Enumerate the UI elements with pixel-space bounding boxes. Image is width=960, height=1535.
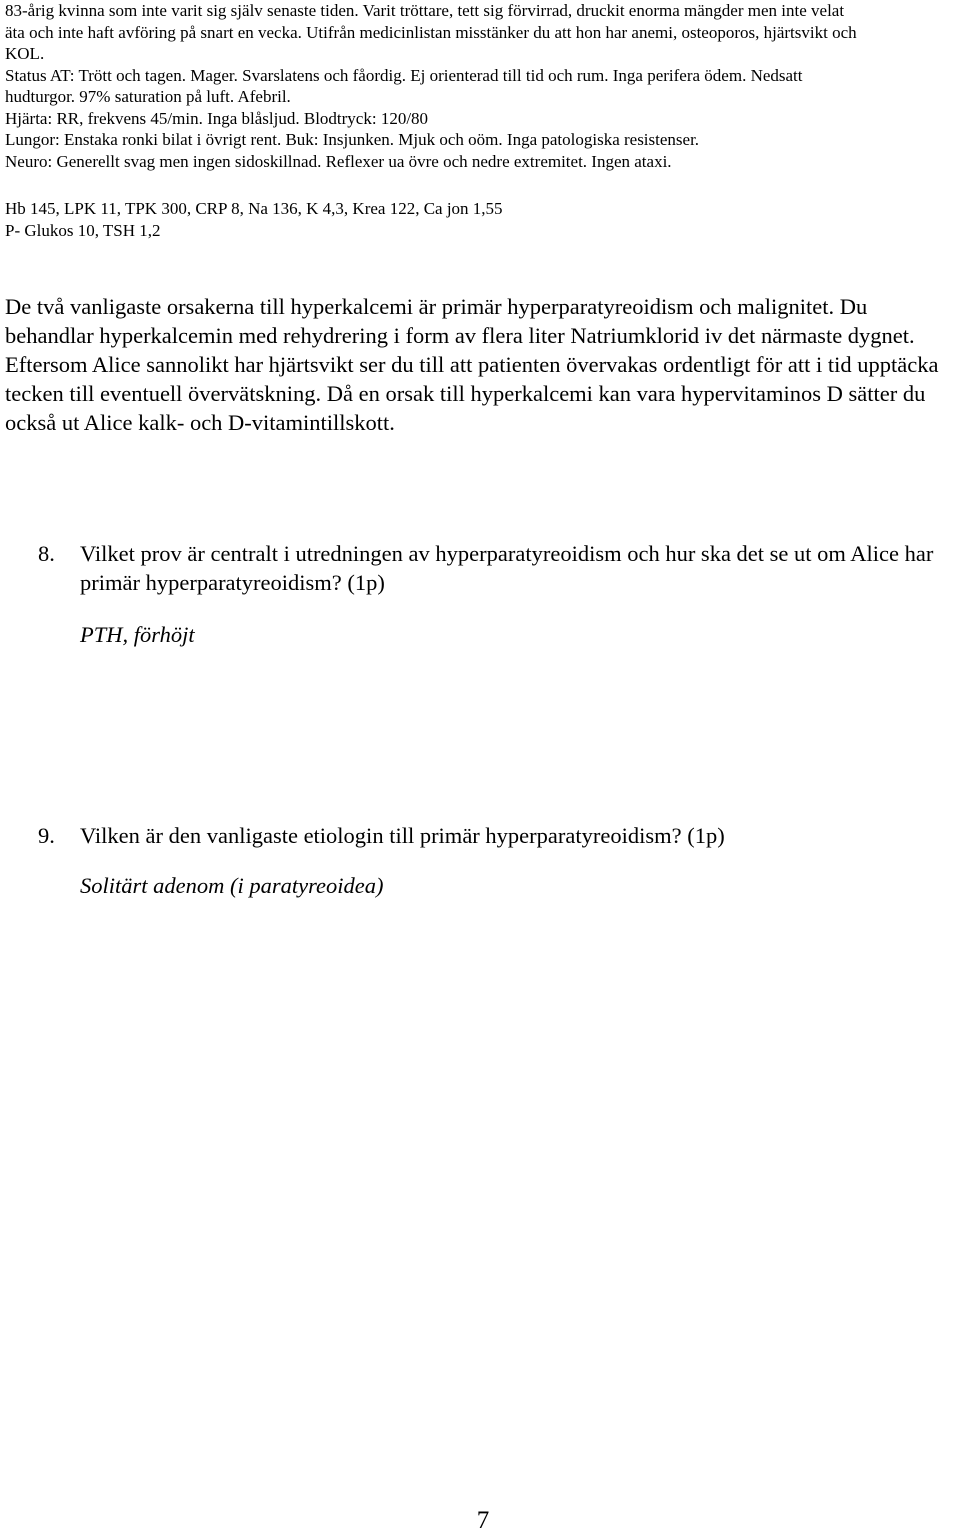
heart-status-line: Hjärta: RR, frekvens 45/min. Inga blåsljud. Blodtryck: 120/80 — [5, 108, 429, 128]
status-line: hudturgor. 97% saturation på luft. Afebril. — [5, 87, 291, 106]
question-text: Vilket prov är centralt i utredningen av hyperparatyreoidism och hur ska det se ut om Alice har primär hyperparatyreoidism? (1p) — [80, 541, 934, 595]
lab-line: P- Glukos 10, TSH 1,2 — [5, 220, 161, 240]
answer-8: PTH, förhöjt — [80, 622, 195, 647]
case-description — [5, 0, 957, 172]
lab-line: Hb 145, LPK 11, TPK 300, CRP 8, Na 136, K 4,3, Krea 122, Ca jon 1,55 — [5, 199, 503, 218]
case-line: KOL. — [5, 44, 45, 63]
case-line: 83-årig kvinna som inte varit sig själv senaste tiden. Varit tröttare, tett sig förvirrad, druckit enorma mängder men inte velat — [5, 1, 845, 20]
discussion-paragraph: De två vanligaste orsakerna till hyperkalcemi är primär hyperparatyreoidism och malignitet. Du behandlar hyperkalcemin med rehydrering i form av flera liter Natriumklorid iv det närmaste dygnet. Eftersom Alice sannolikt har hjärtsvikt ser du till att patienten övervakas ordentligt för att i tid upptäcka tecken till eventuell övervätskning. Då en orsak till hyperkalcemi kan vara hypervitaminos D sätter du också ut Alice kalk- och D-vitamintillskott. — [5, 294, 939, 435]
case-line: äta och inte haft avföring på snart en vecka. Utifrån medicinlistan misstänker du att hon har anemi, osteoporos, hjärtsvikt och — [5, 22, 857, 42]
answer-9: Solitärt adenom (i paratyreoidea) — [80, 873, 384, 898]
lung-abdomen-status-line: Lungor: Enstaka ronki bilat i övrigt rent. Buk: Insjunken. Mjuk och oöm. Inga patologiska resistenser. — [5, 130, 700, 149]
question-text: Vilken är den vanligaste etiologin till primär hyperparatyreoidism? (1p) — [80, 823, 725, 848]
page-number: 7 — [476, 1507, 490, 1534]
lab-results — [5, 198, 957, 241]
question-number: 8. — [38, 541, 55, 566]
question-number: 9. — [38, 823, 55, 848]
neuro-status-line: Neuro: Generellt svag men ingen sidoskillnad. Reflexer ua övre och nedre extremitet. Ingen ataxi. — [5, 151, 672, 171]
status-line: Status AT: Trött och tagen. Mager. Svarslatens och fåordig. Ej orienterad till tid och rum. Inga perifera ödem. Nedsatt — [5, 65, 803, 85]
